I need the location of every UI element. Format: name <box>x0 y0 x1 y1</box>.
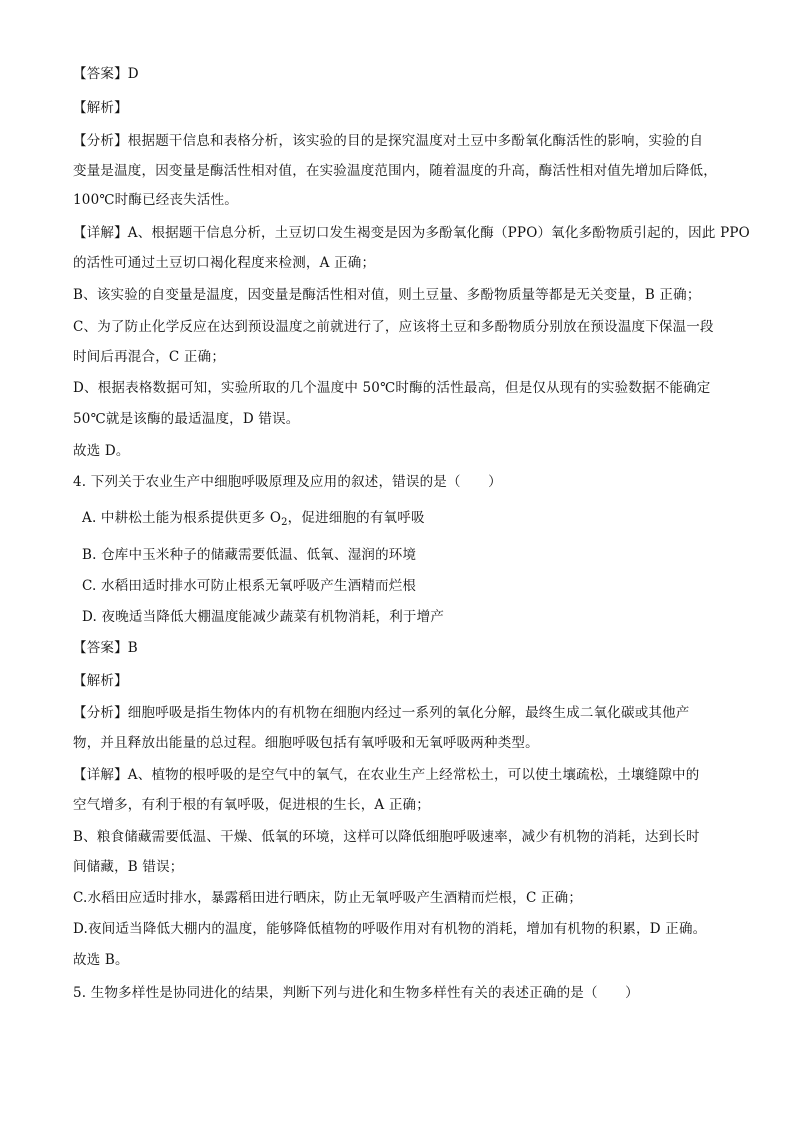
option-a <box>82 508 425 533</box>
text-line: 变量是温度，因变量是酶活性相对值，在实验温度范围内，随着温度的升高，酶活性相对值先增加后降低， <box>73 163 717 179</box>
analysis-label: 【解析】 <box>73 100 128 116</box>
text-line: 50℃就是该酶的最适温度，D 错误。 <box>73 411 300 427</box>
text-line: B、粮食储藏需要低温、干燥、低氧的环境，这样可以降低细胞呼吸速率，减少有机物的消耗，达到长时 <box>73 829 700 845</box>
answer-label: 【答案】B <box>73 640 138 656</box>
text-line: 物，并且释放出能量的总过程。细胞呼吸包括有氧呼吸和无氧呼吸两种类型。 <box>73 735 539 751</box>
text-line: 的活性可通过土豆切口褐化程度来检测，A 正确； <box>73 255 376 271</box>
option-a-subscript: 2 <box>281 517 288 528</box>
text-line: B、该实验的自变量是温度，因变量是酶活性相对值，则土豆量、多酚物质量等都是无关变量，B 正确； <box>73 287 701 303</box>
analysis-label: 【解析】 <box>73 673 128 689</box>
text-line: 间储藏，B 错误； <box>73 859 184 875</box>
text-line: 【详解】A、植物的根呼吸的是空气中的氧气，在农业生产上经常松土，可以使土壤疏松，土壤缝隙中的 <box>73 767 700 783</box>
text-line: 【详解】A、根据题干信息分析，土豆切口发生褐变是因为多酚氧化酶（PPO）氧化多酚物质引起的，因此 PPO <box>73 225 750 241</box>
option-a-rest: ，促进细胞的有氧呼吸 <box>287 510 425 526</box>
text-line: C、为了防止化学反应在达到预设温度之前就进行了，应该将土豆和多酚物质分别放在预设温度下保温一段 <box>73 319 714 335</box>
question-5: 5. 生物多样性是协同进化的结果，判断下列与进化和生物多样性有关的表述正确的是（ ） <box>73 985 639 1001</box>
option-c: C. 水稻田适时排水可防止根系无氧呼吸产生酒精而烂根 <box>82 578 417 594</box>
text-line: 故选 B。 <box>73 952 129 968</box>
text-line: C.水稻田应适时排水，暴露稻田进行晒床，防止无氧呼吸产生酒精而烂根，C 正确； <box>73 890 583 906</box>
option-a-text: A. 中耕松土能为根系提供更多 O <box>82 510 282 526</box>
text-line: 【分析】细胞呼吸是指生物体内的有机物在细胞内经过一系列的氧化分解，最终生成二氧化碳或其他产 <box>73 705 690 721</box>
text-line: 100℃时酶已经丧失活性。 <box>73 192 238 208</box>
text-line: 时间后再混合，C 正确； <box>73 349 226 365</box>
text-line: D.夜间适当降低大棚内的温度，能够降低植物的呼吸作用对有机物的消耗，增加有机物的积累，D 正确。 <box>73 921 707 937</box>
option-b: B. 仓库中玉米种子的储藏需要低温、低氧、湿润的环境 <box>82 547 417 563</box>
text-line: 故选 D。 <box>73 443 130 459</box>
question-4: 4. 下列关于农业生产中细胞呼吸原理及应用的叙述，错误的是（ ） <box>73 474 502 490</box>
text-line: D、根据表格数据可知，实验所取的几个温度中 50℃时酶的活性最高，但是仅从现有的实验数据不能确定 <box>73 380 711 396</box>
text-line: 【分析】根据题干信息和表格分析，该实验的目的是探究温度对土豆中多酚氧化酶活性的影响，实验的自 <box>73 133 704 149</box>
text-line: 空气增多，有利于根的有氧呼吸，促进根的生长，A 正确； <box>73 797 430 813</box>
answer-label: 【答案】D <box>73 66 139 82</box>
option-d: D. 夜晚适当降低大棚温度能减少蔬菜有机物消耗，利于增产 <box>82 609 445 625</box>
